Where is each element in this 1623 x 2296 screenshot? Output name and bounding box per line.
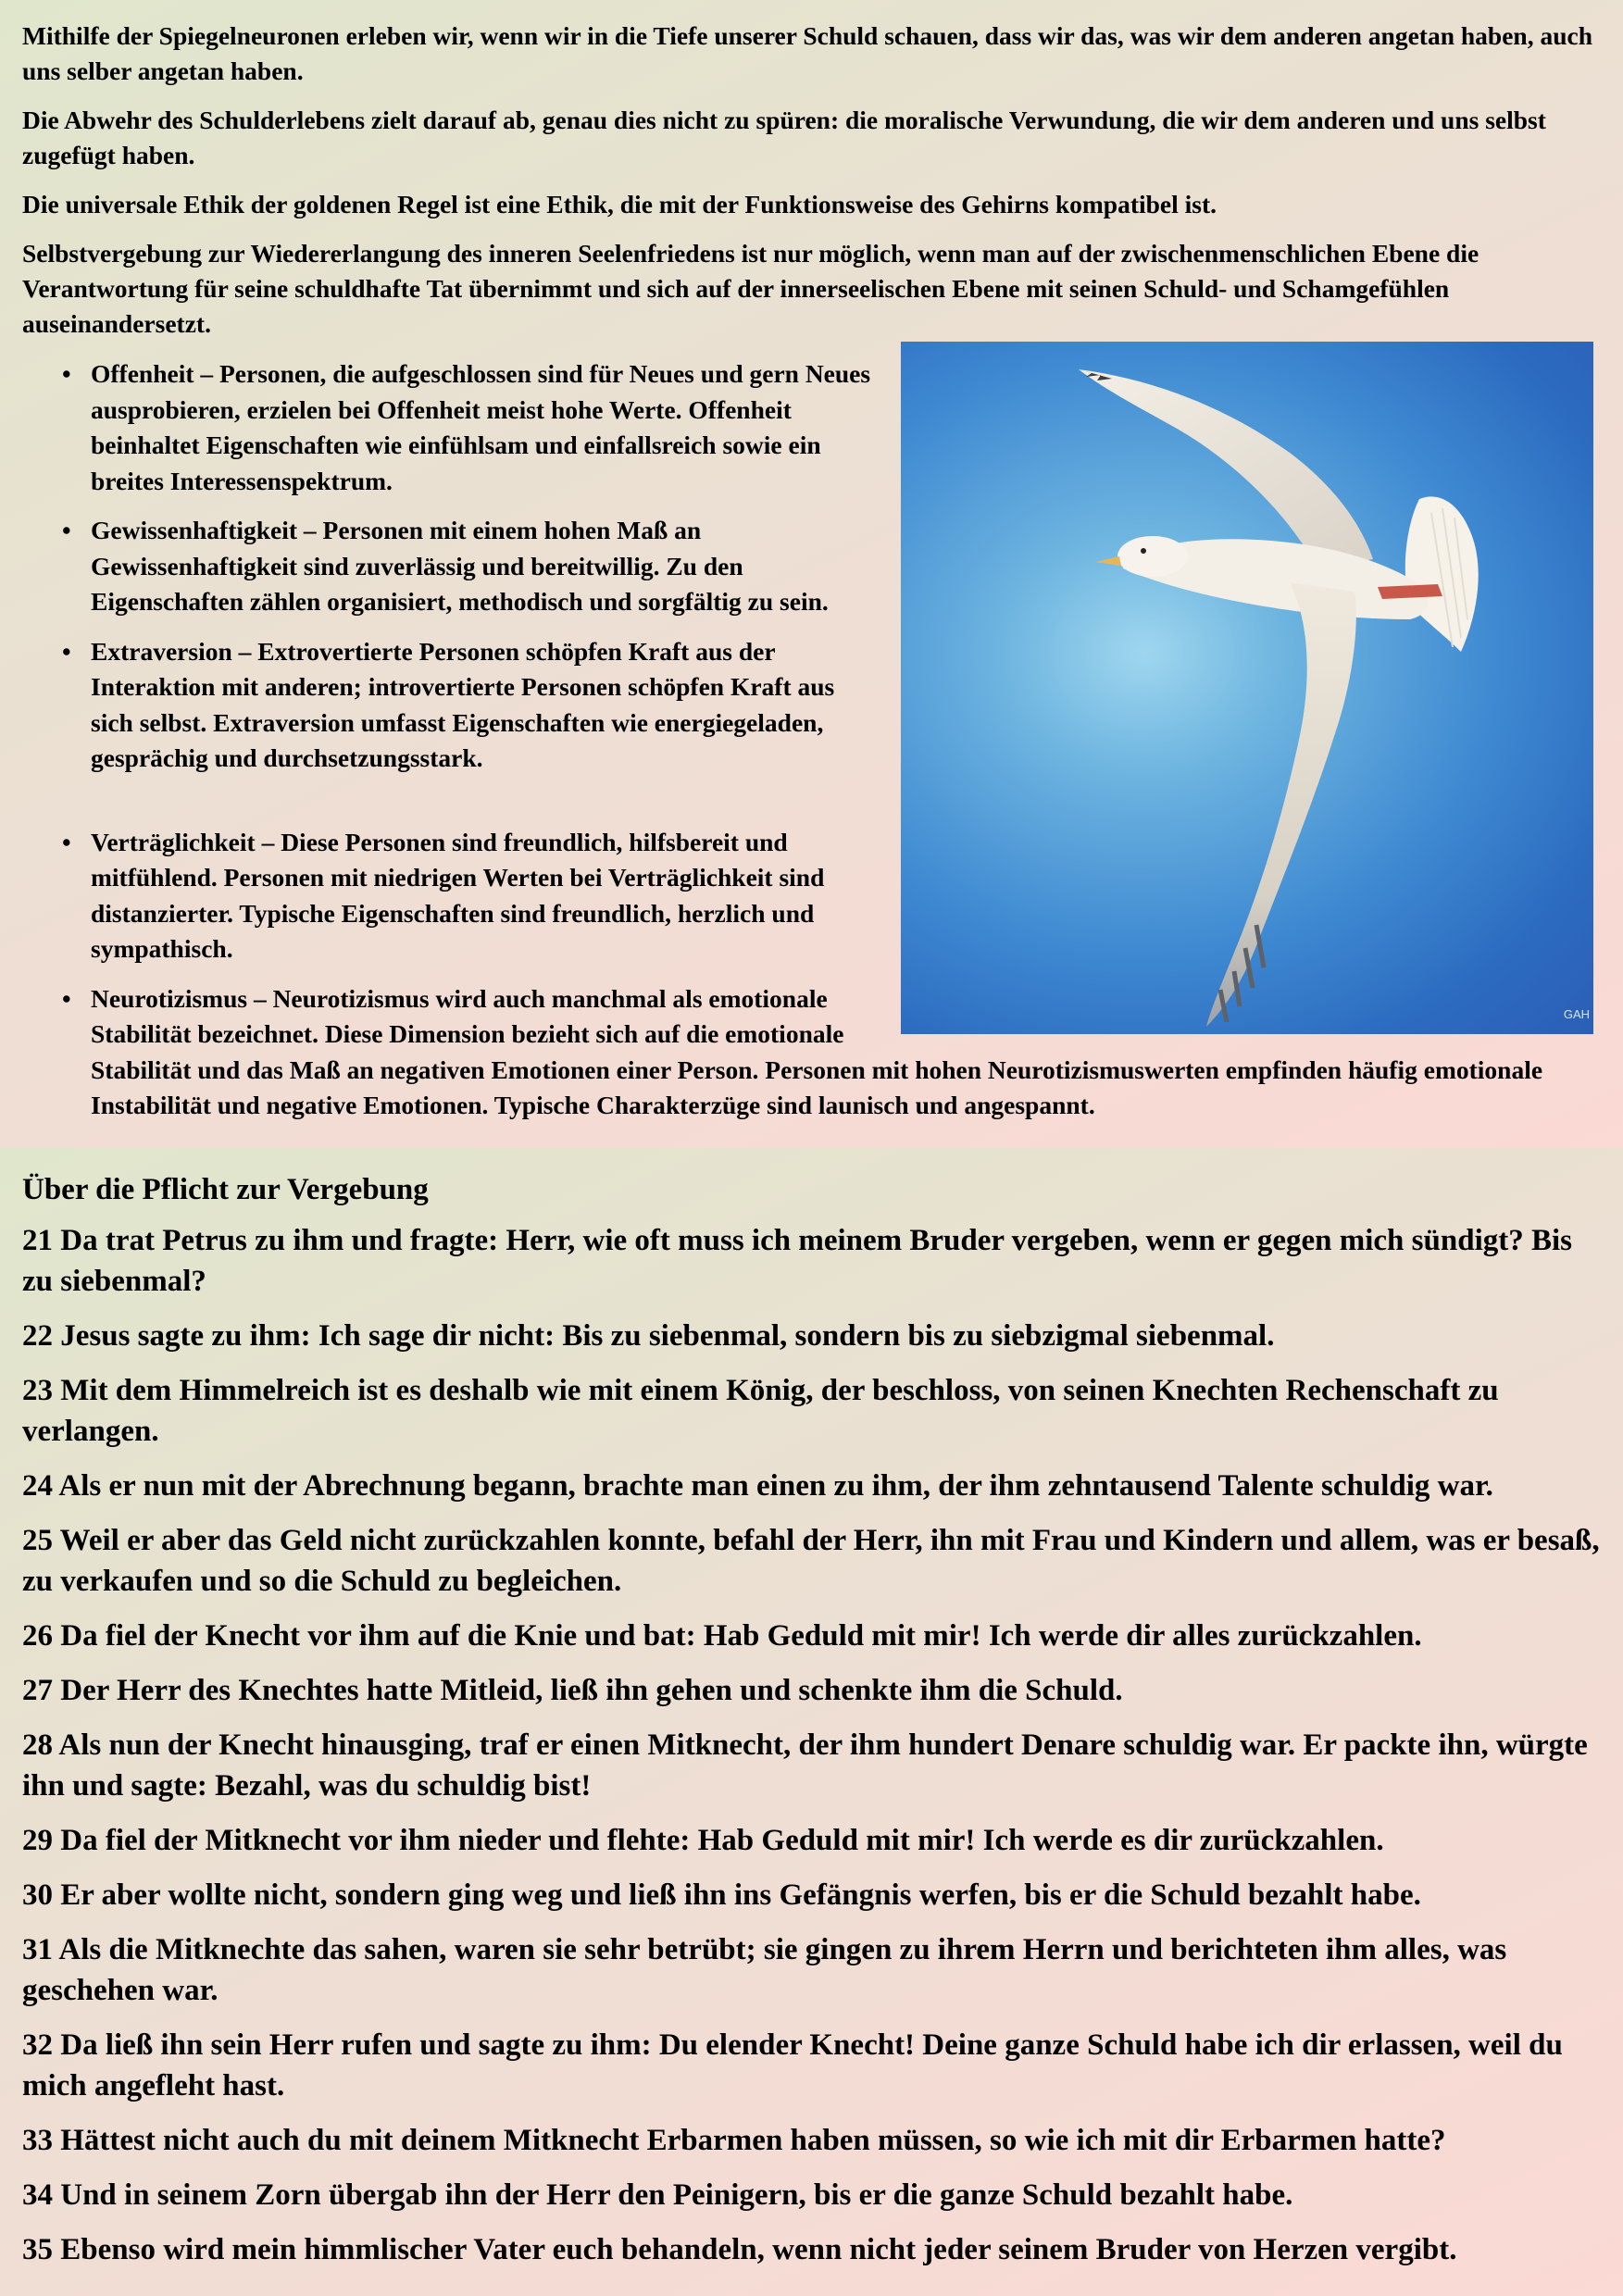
trait-text: Offenheit – Personen, die aufgeschlossen sind für Neues und gern Neues ausprobieren, erzielen bei Offenheit meist hohe Werte. Offenheit beinhaltet Eigenschaften wie einfühlsam und einfallsreich sowie ein breites Interessenspektrum. xyxy=(91,359,871,495)
intro-paragraph: Mithilfe der Spiegelneuronen erleben wir, wenn wir in die Tiefe unserer Schuld schauen, dass wir das, was wir dem anderen angetan haben, auch uns selber angetan haben. xyxy=(22,21,1593,85)
trait-text: Verträglichkeit – Diese Personen sind freundlich, hilfsbereit und mitfühlend. Personen mit niedrigen Werten bei Verträglichkeit sind distanzierter. Typische Eigenschaften sind freundlich, herzlich und sympathisch. xyxy=(91,827,825,963)
bullet-icon: • xyxy=(62,827,71,856)
list-item xyxy=(62,356,1601,499)
intro-paragraph: Selbstvergebung zur Wiedererlangung des inneren Seelenfriedens ist nur möglich, wenn man auf der zwischenmenschlichen Ebene die Verantwortung für seine schuldhafte Tat übernimmt und sich auf der innerseelischen Ebene mit seinen Schuld- und Schamgefühlen auseinandersetzt. xyxy=(22,239,1479,338)
trait-text: Extraversion – Extrovertierte Personen schöpfen Kraft aus der Interaktion mit anderen; introvertierte Personen schöpfen Kraft aus sich selbst. Extraversion umfasst Eigenschaften wie energiegeladen, gesprächig und durchsetzungsstark. xyxy=(91,636,835,772)
intro-paragraph: Die universale Ethik der goldenen Regel ist eine Ethik, die mit der Funktionsweise des Gehirns kompatibel ist. xyxy=(22,190,1217,218)
trait-text: Gewissenhaftigkeit – Personen mit einem hohen Maß an Gewissenhaftigkeit sind zuverlässig und bereitwillig. Zu den Eigenschaften zählen organisiert, methodisch und sorgfältig zu sein. xyxy=(91,516,829,616)
verse: 22 Jesus sagte zu ihm: Ich sage dir nicht: Bis zu siebenmal, sondern bis zu siebzigmal siebenmal. xyxy=(22,1319,1275,1353)
verse: 32 Da ließ ihn sein Herr rufen und sagte zu ihm: Du elender Knecht! Deine ganze Schuld habe ich dir erlassen, weil du mich angefleht hast. xyxy=(22,2028,1563,2103)
trait-text: Neurotizismus – Neurotizismus wird auch manchmal als emotionale Stabilität bezeichnet. Diese Dimension bezieht sich auf die emotionale Stabilität und das Maß an negativen Emotionen einer Person. Personen mit hohen Neurotizismuswerten empfinden häufig emotionale Instabilität und negative Emotionen. Typische Charakterzüge sind launisch und angespannt. xyxy=(91,983,1543,1119)
bullet-icon: • xyxy=(62,983,71,1013)
verse: 35 Ebenso wird mein himmlischer Vater euch behandeln, wenn nicht jeder seinem Bruder von Herzen vergibt. xyxy=(22,2233,1457,2266)
verse: 30 Er aber wollte nicht, sondern ging weg und ließ ihn ins Gefängnis werfen, bis er die Schuld bezahlt habe. xyxy=(22,1878,1421,1912)
photo-watermark: GAH xyxy=(1563,1007,1590,1021)
list-item xyxy=(62,513,1601,620)
verse: 33 Hättest nicht auch du mit deinem Mitknecht Erbarmen haben müssen, so wie ich mit dir Erbarmen hatte? xyxy=(22,2124,1446,2157)
verse: 29 Da fiel der Mitknecht vor ihm nieder und flehte: Hab Geduld mit mir! Ich werde es dir zurückzahlen. xyxy=(22,1824,1384,1857)
list-item xyxy=(62,634,1601,777)
verse: 27 Der Herr des Knechtes hatte Mitleid, ließ ihn gehen und schenkte ihm die Schuld. xyxy=(22,1674,1123,1707)
verse: 24 Als er nun mit der Abrechnung begann, brachte man einen zu ihm, der ihm zehntausend Talente schuldig war. xyxy=(22,1469,1493,1503)
verse: 25 Weil er aber das Geld nicht zurückzahlen konnte, befahl der Herr, ihn mit Frau und Kindern und allem, was er besaß, zu verkaufen und so die Schuld zu begleichen. xyxy=(22,1524,1600,1598)
verse: 34 Und in seinem Zorn übergab ihn der Herr den Peinigern, bis er die ganze Schuld bezahlt habe. xyxy=(22,2178,1293,2212)
verse: 28 Als nun der Knecht hinausging, traf er einen Mitknecht, der ihm hundert Denare schuldig war. Er packte ihn, würgte ihn und sagte: Bezahl, was du schuldig bist! xyxy=(22,1728,1588,1803)
trait-list xyxy=(22,356,1601,1124)
verse: 26 Da fiel der Knecht vor ihm auf die Knie und bat: Hab Geduld mit mir! Ich werde dir alles zurückzahlen. xyxy=(22,1619,1422,1653)
bottom-section xyxy=(0,1148,1623,2296)
list-item xyxy=(62,981,1601,1124)
verse: 31 Als die Mitknechte das sahen, waren sie sehr betrübt; sie gingen zu ihrem Herrn und berichteten ihm alles, was geschehen war. xyxy=(22,1933,1507,2007)
bullet-icon: • xyxy=(62,516,71,544)
bullet-icon: • xyxy=(62,636,71,666)
intro-paragraph: Die Abwehr des Schulderlebens zielt darauf ab, genau dies nicht zu spüren: die moralische Verwundung, die wir dem anderen und uns selbst zugefügt haben. xyxy=(22,106,1546,169)
verse: 23 Mit dem Himmelreich ist es deshalb wie mit einem König, der beschloss, von seinen Knechten Rechenschaft zu verlangen. xyxy=(22,1374,1499,1448)
list-item xyxy=(62,825,1601,967)
verse: 21 Da trat Petrus zu ihm und fragte: Herr, wie oft muss ich meinem Bruder vergeben, wenn er gegen mich sündigt? Bis zu siebenmal? xyxy=(22,1224,1572,1298)
bullet-icon: • xyxy=(62,359,71,388)
section-title: Über die Pflicht zur Vergebung xyxy=(22,1173,429,1206)
